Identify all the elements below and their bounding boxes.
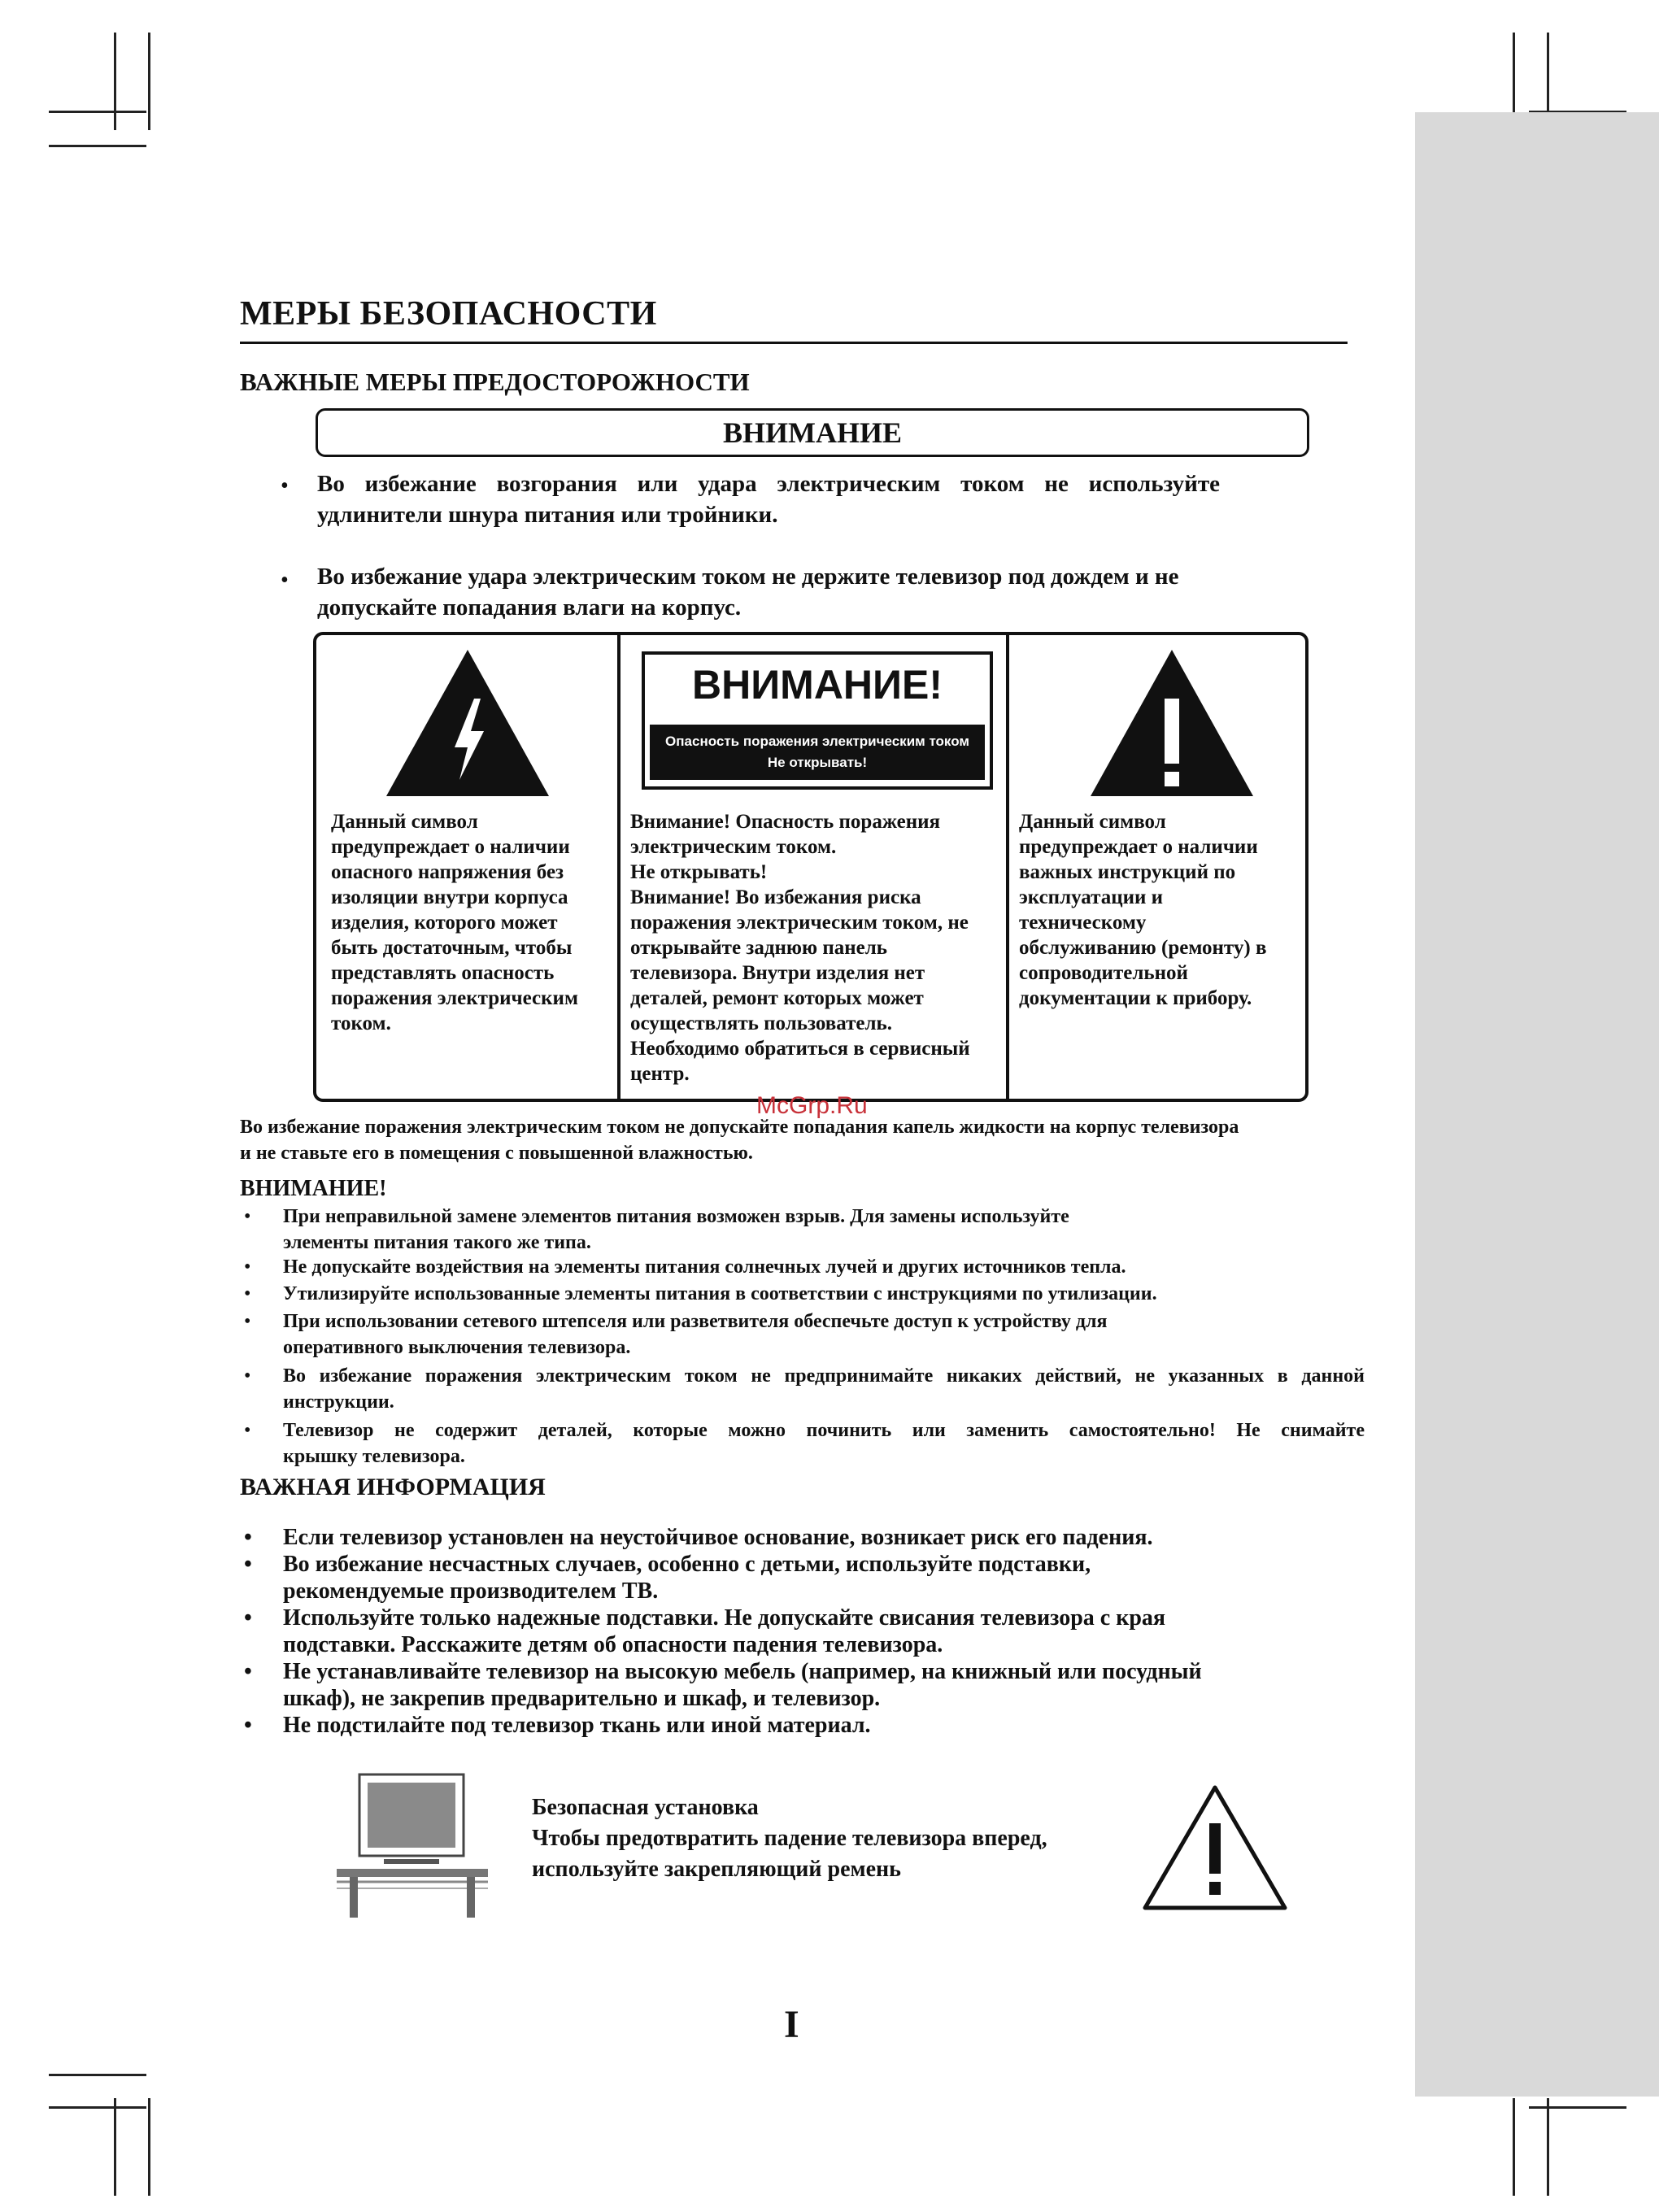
exclamation-symbol-description: Данный символ предупреждает о наличии важных инструкций по эксплуатации и техническому обслуживанию (ремонту) в сопроводительной документации к прибору. (1019, 811, 1267, 1009)
title-rule (240, 342, 1348, 344)
section-subtitle: ВАЖНЫЕ МЕРЫ ПРЕДОСТОРОЖНОСТИ (240, 368, 750, 396)
crop-mark (1529, 2106, 1626, 2109)
list-item: • При использовании сетевого штепселя или разветвителя обеспечьте доступ к устройству для оперативного выключения телевизора. (244, 1311, 1108, 1358)
important-heading: ВАЖНАЯ ИНФОРМАЦИЯ (240, 1474, 546, 1500)
exclamation-triangle-icon (1091, 650, 1253, 796)
crop-mark (1547, 2098, 1549, 2196)
bullet: • (281, 568, 289, 593)
list-item: • Во избежание поражения электрическим током не предпринимайте никаких действий, не указанных в данной инструкции. (244, 1365, 1365, 1413)
crop-mark (1513, 2098, 1515, 2196)
watermark: McGrp.Ru (756, 1092, 868, 1119)
list-item: • При неправильной замене элементов питания возможен взрыв. Для замены используйте элементы питания такого же типа. (244, 1206, 1069, 1253)
grey-side-band (1415, 112, 1659, 2097)
crop-mark (114, 2098, 116, 2196)
moisture-note: Во избежание поражения электрическим током не допускайте попадания капель жидкости на корпус телевизора и не ставьте его в помещения с повышенной влажностью. (240, 1117, 1239, 1164)
panel-divider (617, 635, 620, 1099)
warning-label-title: ВНИМАНИЕ! (692, 662, 943, 708)
panel-divider (1006, 635, 1009, 1099)
tv-on-stand-icon (335, 1773, 490, 1919)
attention-heading: ВНИМАНИЕ! (240, 1176, 387, 1201)
lightning-triangle-icon (386, 650, 549, 796)
crop-mark (148, 33, 150, 130)
crop-mark (49, 111, 146, 113)
caution-outline-triangle-icon (1142, 1784, 1288, 1911)
crop-mark (49, 2106, 146, 2109)
lightning-symbol-description: Данный символ предупреждает о наличии опасного напряжения без изоляции внутри корпуса изделия, которого может быть достаточным, чтобы представлять опасность поражения электрическим током. (331, 811, 578, 1034)
list-item: Во избежание возгорания или удара электрическим током не используйте удлинители шнура питания или тройники. (317, 471, 1220, 528)
page-number: I (784, 2003, 799, 2046)
crop-mark (49, 145, 146, 147)
crop-mark (148, 2098, 150, 2196)
crop-mark (114, 33, 116, 130)
safe-install-caption: Безопасная установка Чтобы предотвратить падение телевизора вперед, используйте закрепляющий ремень (532, 1795, 1047, 1882)
list-item: • Телевизор не содержит деталей, которые можно починить или заменить самостоятельно! Не снимайте крышку телевизора. (244, 1420, 1365, 1467)
crop-mark (49, 2074, 146, 2076)
list-item: • Утилизируйте использованные элементы питания в соответствии с инструкциями по утилизации. (244, 1283, 1157, 1304)
list-item: Во избежание удара электрическим током не держите телевизор под дождем и не допускайте попадания влаги на корпус. (317, 564, 1179, 620)
list-item: • Не допускайте воздействия на элементы питания солнечных лучей и других источников тепла. (244, 1256, 1126, 1278)
warning-label (642, 651, 993, 790)
warning-label-caption: Опасность поражения электрическим током Не открывать! (650, 725, 985, 780)
page-title: МЕРЫ БЕЗОПАСНОСТИ (240, 295, 657, 333)
attention-box: ВНИМАНИЕ (316, 408, 1309, 457)
bullet: • (281, 473, 289, 499)
warning-description: Внимание! Опасность поражения электрическим током. Не открывать! Внимание! Во избежания риска поражения электрическим током, не открывайте заднюю панель телевизора. Внутри изделия нет деталей, ремонт которых может осуществлять пользователь. Необходимо обратиться в сервисный центр. (630, 811, 970, 1085)
warning-panel (313, 632, 1308, 1102)
